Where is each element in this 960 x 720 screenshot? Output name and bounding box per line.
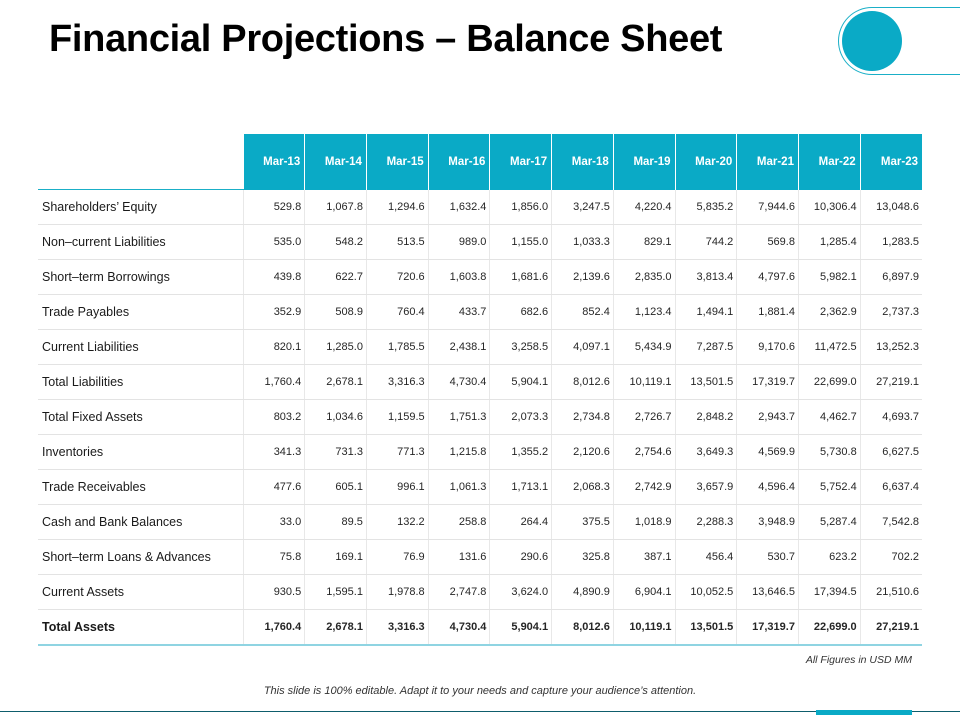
- value-cell: 829.1: [613, 225, 675, 260]
- value-cell: 720.6: [366, 260, 428, 295]
- value-cell: 4,730.4: [428, 365, 490, 400]
- header-corner-cell: [38, 134, 243, 190]
- value-cell: 622.7: [305, 260, 367, 295]
- value-cell: 11,472.5: [798, 330, 860, 365]
- table-row: [38, 225, 922, 260]
- value-cell: 605.1: [305, 470, 367, 505]
- decorative-circle-icon: [842, 11, 902, 71]
- value-cell: 5,752.4: [798, 470, 860, 505]
- value-cell: 76.9: [366, 540, 428, 575]
- table-row: [38, 190, 922, 225]
- value-cell: 3,258.5: [490, 330, 552, 365]
- value-cell: 4,730.4: [428, 610, 490, 646]
- value-cell: 1,760.4: [243, 610, 305, 646]
- value-cell: 2,678.1: [305, 610, 367, 646]
- year-header: Mar-20: [675, 134, 737, 190]
- value-cell: 13,048.6: [860, 190, 922, 225]
- value-cell: 33.0: [243, 505, 305, 540]
- value-cell: 4,797.6: [737, 260, 799, 295]
- value-cell: 530.7: [737, 540, 799, 575]
- row-label: Total Fixed Assets: [38, 400, 243, 435]
- value-cell: 529.8: [243, 190, 305, 225]
- value-cell: 13,252.3: [860, 330, 922, 365]
- units-note: All Figures in USD MM: [805, 654, 912, 666]
- value-cell: 5,904.1: [490, 610, 552, 646]
- value-cell: 456.4: [675, 540, 737, 575]
- value-cell: 2,754.6: [613, 435, 675, 470]
- value-cell: 771.3: [366, 435, 428, 470]
- row-label: Inventories: [38, 435, 243, 470]
- value-cell: 131.6: [428, 540, 490, 575]
- value-cell: 27,219.1: [860, 610, 922, 646]
- value-cell: 1,856.0: [490, 190, 552, 225]
- value-cell: 996.1: [366, 470, 428, 505]
- row-label: Current Assets: [38, 575, 243, 610]
- value-cell: 2,678.1: [305, 365, 367, 400]
- value-cell: 7,542.8: [860, 505, 922, 540]
- value-cell: 760.4: [366, 295, 428, 330]
- value-cell: 1,155.0: [490, 225, 552, 260]
- value-cell: 433.7: [428, 295, 490, 330]
- value-cell: 341.3: [243, 435, 305, 470]
- value-cell: 13,501.5: [675, 610, 737, 646]
- value-cell: 5,904.1: [490, 365, 552, 400]
- year-header: Mar-19: [613, 134, 675, 190]
- value-cell: 1,785.5: [366, 330, 428, 365]
- row-label: Trade Receivables: [38, 470, 243, 505]
- value-cell: 5,982.1: [798, 260, 860, 295]
- year-header: Mar-15: [366, 134, 428, 190]
- value-cell: 1,159.5: [366, 400, 428, 435]
- value-cell: 989.0: [428, 225, 490, 260]
- value-cell: 3,649.3: [675, 435, 737, 470]
- value-cell: 6,904.1: [613, 575, 675, 610]
- value-cell: 27,219.1: [860, 365, 922, 400]
- row-label: Total Assets: [38, 610, 243, 646]
- year-header: Mar-17: [490, 134, 552, 190]
- value-cell: 4,569.9: [737, 435, 799, 470]
- value-cell: 7,944.6: [737, 190, 799, 225]
- value-cell: 1,018.9: [613, 505, 675, 540]
- value-cell: 4,097.1: [552, 330, 614, 365]
- row-label: Trade Payables: [38, 295, 243, 330]
- value-cell: 1,881.4: [737, 295, 799, 330]
- value-cell: 2,747.8: [428, 575, 490, 610]
- value-cell: 569.8: [737, 225, 799, 260]
- value-cell: 3,624.0: [490, 575, 552, 610]
- table-row: [38, 295, 922, 330]
- value-cell: 4,220.4: [613, 190, 675, 225]
- value-cell: 290.6: [490, 540, 552, 575]
- value-cell: 4,890.9: [552, 575, 614, 610]
- value-cell: 3,247.5: [552, 190, 614, 225]
- bottom-accent-bar: [816, 710, 912, 715]
- value-cell: 1,603.8: [428, 260, 490, 295]
- value-cell: 1,285.0: [305, 330, 367, 365]
- value-cell: 5,835.2: [675, 190, 737, 225]
- table-row: [38, 470, 922, 505]
- value-cell: 8,012.6: [552, 365, 614, 400]
- value-cell: 1,067.8: [305, 190, 367, 225]
- value-cell: 6,627.5: [860, 435, 922, 470]
- value-cell: 1,034.6: [305, 400, 367, 435]
- value-cell: 508.9: [305, 295, 367, 330]
- value-cell: 1,294.6: [366, 190, 428, 225]
- value-cell: 1,595.1: [305, 575, 367, 610]
- total-row: [38, 610, 922, 646]
- value-cell: 2,726.7: [613, 400, 675, 435]
- value-cell: 731.3: [305, 435, 367, 470]
- table-row: [38, 400, 922, 435]
- value-cell: 10,052.5: [675, 575, 737, 610]
- value-cell: 6,897.9: [860, 260, 922, 295]
- value-cell: 477.6: [243, 470, 305, 505]
- value-cell: 75.8: [243, 540, 305, 575]
- value-cell: 1,123.4: [613, 295, 675, 330]
- row-label: Shareholders’ Equity: [38, 190, 243, 225]
- value-cell: 2,848.2: [675, 400, 737, 435]
- value-cell: 264.4: [490, 505, 552, 540]
- value-cell: 17,394.5: [798, 575, 860, 610]
- value-cell: 744.2: [675, 225, 737, 260]
- value-cell: 8,012.6: [552, 610, 614, 646]
- value-cell: 4,596.4: [737, 470, 799, 505]
- value-cell: 22,699.0: [798, 365, 860, 400]
- year-header: Mar-13: [243, 134, 305, 190]
- value-cell: 375.5: [552, 505, 614, 540]
- value-cell: 13,646.5: [737, 575, 799, 610]
- year-header: Mar-18: [552, 134, 614, 190]
- value-cell: 1,061.3: [428, 470, 490, 505]
- balance-sheet-table: [38, 134, 922, 646]
- value-cell: 6,637.4: [860, 470, 922, 505]
- value-cell: 2,362.9: [798, 295, 860, 330]
- slide-title: Financial Projections – Balance Sheet: [49, 18, 723, 60]
- value-cell: 3,316.3: [366, 365, 428, 400]
- year-header: Mar-14: [305, 134, 367, 190]
- value-cell: 3,813.4: [675, 260, 737, 295]
- value-cell: 1,494.1: [675, 295, 737, 330]
- value-cell: 1,713.1: [490, 470, 552, 505]
- value-cell: 9,170.6: [737, 330, 799, 365]
- value-cell: 1,751.3: [428, 400, 490, 435]
- table-row: [38, 435, 922, 470]
- value-cell: 17,319.7: [737, 610, 799, 646]
- table-header-row: [38, 134, 922, 190]
- year-header: Mar-21: [737, 134, 799, 190]
- value-cell: 930.5: [243, 575, 305, 610]
- value-cell: 1,033.3: [552, 225, 614, 260]
- value-cell: 10,119.1: [613, 610, 675, 646]
- value-cell: 548.2: [305, 225, 367, 260]
- value-cell: 10,306.4: [798, 190, 860, 225]
- year-header: Mar-16: [428, 134, 490, 190]
- value-cell: 2,742.9: [613, 470, 675, 505]
- value-cell: 89.5: [305, 505, 367, 540]
- value-cell: 1,760.4: [243, 365, 305, 400]
- value-cell: 623.2: [798, 540, 860, 575]
- value-cell: 2,737.3: [860, 295, 922, 330]
- table-row: [38, 575, 922, 610]
- table-row: [38, 505, 922, 540]
- value-cell: 10,119.1: [613, 365, 675, 400]
- row-label: Short–term Borrowings: [38, 260, 243, 295]
- value-cell: 702.2: [860, 540, 922, 575]
- value-cell: 439.8: [243, 260, 305, 295]
- value-cell: 3,657.9: [675, 470, 737, 505]
- table-row: [38, 540, 922, 575]
- value-cell: 803.2: [243, 400, 305, 435]
- value-cell: 1,632.4: [428, 190, 490, 225]
- value-cell: 325.8: [552, 540, 614, 575]
- row-label: Non–current Liabilities: [38, 225, 243, 260]
- value-cell: 21,510.6: [860, 575, 922, 610]
- value-cell: 852.4: [552, 295, 614, 330]
- table-row: [38, 365, 922, 400]
- value-cell: 2,120.6: [552, 435, 614, 470]
- value-cell: 1,285.4: [798, 225, 860, 260]
- value-cell: 2,943.7: [737, 400, 799, 435]
- value-cell: 3,316.3: [366, 610, 428, 646]
- value-cell: 1,215.8: [428, 435, 490, 470]
- value-cell: 1,355.2: [490, 435, 552, 470]
- value-cell: 7,287.5: [675, 330, 737, 365]
- value-cell: 1,681.6: [490, 260, 552, 295]
- value-cell: 4,693.7: [860, 400, 922, 435]
- value-cell: 2,835.0: [613, 260, 675, 295]
- value-cell: 5,287.4: [798, 505, 860, 540]
- value-cell: 13,501.5: [675, 365, 737, 400]
- row-label: Current Liabilities: [38, 330, 243, 365]
- value-cell: 169.1: [305, 540, 367, 575]
- value-cell: 2,073.3: [490, 400, 552, 435]
- table-row: [38, 260, 922, 295]
- value-cell: 820.1: [243, 330, 305, 365]
- value-cell: 5,730.8: [798, 435, 860, 470]
- value-cell: 1,978.8: [366, 575, 428, 610]
- value-cell: 1,283.5: [860, 225, 922, 260]
- value-cell: 3,948.9: [737, 505, 799, 540]
- value-cell: 22,699.0: [798, 610, 860, 646]
- value-cell: 4,462.7: [798, 400, 860, 435]
- row-label: Cash and Bank Balances: [38, 505, 243, 540]
- value-cell: 2,438.1: [428, 330, 490, 365]
- footer-note: This slide is 100% editable. Adapt it to your needs and capture your audience’s attention.: [263, 685, 697, 697]
- value-cell: 132.2: [366, 505, 428, 540]
- value-cell: 2,288.3: [675, 505, 737, 540]
- year-header: Mar-23: [860, 134, 922, 190]
- value-cell: 17,319.7: [737, 365, 799, 400]
- value-cell: 2,139.6: [552, 260, 614, 295]
- value-cell: 682.6: [490, 295, 552, 330]
- value-cell: 2,068.3: [552, 470, 614, 505]
- value-cell: 5,434.9: [613, 330, 675, 365]
- value-cell: 2,734.8: [552, 400, 614, 435]
- value-cell: 352.9: [243, 295, 305, 330]
- value-cell: 535.0: [243, 225, 305, 260]
- row-label: Total Liabilities: [38, 365, 243, 400]
- value-cell: 513.5: [366, 225, 428, 260]
- row-label: Short–term Loans & Advances: [38, 540, 243, 575]
- table-row: [38, 330, 922, 365]
- value-cell: 387.1: [613, 540, 675, 575]
- value-cell: 258.8: [428, 505, 490, 540]
- year-header: Mar-22: [798, 134, 860, 190]
